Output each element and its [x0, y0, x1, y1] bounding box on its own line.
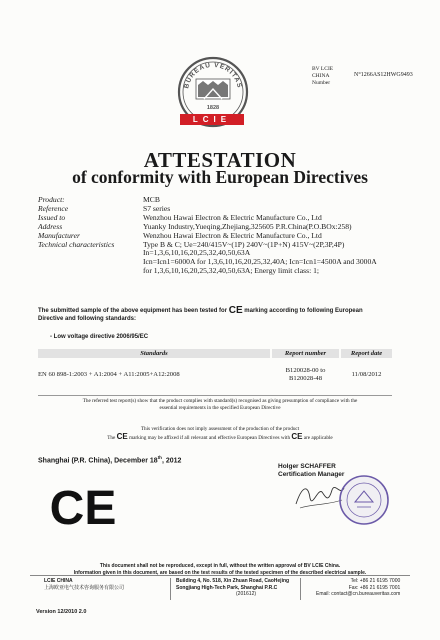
info-label: Address — [38, 221, 63, 231]
report-meta-labels — [312, 66, 333, 87]
footer-separator — [170, 578, 171, 600]
verification-note — [40, 426, 400, 442]
document-title: ATTESTATION — [143, 148, 297, 172]
compliance-statement — [40, 398, 400, 411]
footer-address — [176, 578, 289, 598]
technical-line: In=1,3,6,10,16,20,25,32,40,50,63A — [143, 248, 251, 258]
table-header — [38, 349, 392, 358]
svg-text:CE: CE — [49, 482, 117, 530]
header-standards: Standards — [38, 349, 270, 358]
place-date-text: Shanghai (P.R. China), December 18 — [38, 457, 158, 465]
test-statement — [38, 307, 428, 323]
meta-label-china: CHINA — [312, 73, 330, 79]
official-stamp-icon — [338, 474, 390, 526]
footer-org — [44, 578, 124, 591]
verification-text: are applicable — [303, 435, 333, 441]
standards-table — [38, 349, 392, 390]
footer-email: Email: contact@cn.bureauveritas.com — [316, 591, 401, 597]
meta-label-number: Number — [312, 80, 331, 86]
technical-values — [143, 241, 433, 277]
cell-report-number — [272, 360, 339, 390]
report-number-to: B120028-48 — [289, 375, 322, 382]
technical-line: Icn=Icn1=6000A for 1,3,6,10,16,20,25,32,40A; Icn=Icn1=4500A and 3000A — [143, 257, 377, 267]
info-label: Issued to — [38, 212, 66, 222]
svg-text:1828: 1828 — [206, 105, 220, 111]
table-row — [38, 360, 392, 390]
ce-mark-inline: CE — [228, 305, 243, 316]
ce-mark-inline: CE — [291, 432, 303, 441]
footer-tel: Tel: +86 21 6195 7000 — [350, 578, 401, 584]
technical-line: for 1,3,6,10,16,20,25,32,40,50,63A; Energy limit class: 1; — [143, 266, 319, 276]
document-subtitle: of conformity with European Directives — [72, 167, 368, 187]
disclaimer-line: This document shall not be reproduced, except in full, without the written approval of BV LCIE China. — [99, 563, 341, 569]
ce-mark-inline: CE — [116, 432, 128, 441]
table-divider — [38, 395, 392, 396]
statement-text: The submitted sample of the above equipment has been tested for — [38, 308, 228, 314]
compliance-line: essential requirements in the specified European Directive — [159, 404, 281, 411]
technical-line: Type B & C; Ue=240/415V~(1P) 240V~(1P+N) 415V~(2P,3P,4P) — [143, 239, 345, 249]
product-info-block — [38, 196, 433, 276]
place-date-year: , 2012 — [161, 457, 182, 465]
info-label: Reference — [38, 203, 69, 213]
statement-text: Directive and following standards: — [38, 316, 137, 322]
footer-org-chinese: 上海欧亚电气技术咨询服务有限公司 — [44, 584, 125, 591]
signer-block — [278, 463, 344, 479]
report-number-from: B120028-00 to — [285, 367, 326, 374]
verification-line: This verification does not imply assessment of the production of the product — [140, 426, 300, 432]
info-label: Manufacturer — [38, 230, 80, 240]
address-line: (201612) — [236, 591, 257, 597]
info-label: Technical characteristics — [38, 239, 115, 249]
compliance-line: The referred test report(s) show that the product complies with standard(s) recognised as giving presumption of compliance with the — [82, 398, 358, 404]
meta-label-bv: BV LCIE — [312, 66, 334, 72]
lcie-logo-bar: LCIE — [180, 114, 244, 125]
footer-fax: Fax: +86 21 6195 7001 — [348, 584, 401, 591]
footer-contact — [316, 578, 400, 598]
attestation-number: N°1266AS12HWG9493 — [354, 72, 413, 78]
version-label: Version 12/2010 2.0 — [36, 609, 87, 615]
info-value: Yuanky Industry,Yueqing,Zhejiang,325605 P.R.China(P.O.BOx:258) — [143, 221, 352, 231]
signer-name: Holger SCHAFFER — [278, 463, 336, 470]
info-value: MCB — [143, 195, 160, 204]
info-value: Wenzhou Hawai Electron & Electric Manufacture Co., Ltd — [143, 230, 322, 240]
footer-divider — [30, 575, 410, 576]
footer-separator — [300, 578, 301, 600]
ce-mark-icon — [44, 482, 122, 530]
svg-text:BUREAU VERITAS: BUREAU VERITAS — [183, 61, 243, 90]
header-report-number: Report number — [272, 349, 339, 358]
address-line: Songjiang High-Tech Park, Shanghai P.R.C — [176, 584, 278, 591]
signer-role: Certification Manager — [278, 471, 345, 478]
cell-report-date: 11/08/2012 — [351, 371, 382, 378]
cell-standard: EN 60 898-1:2003 + A1:2004 + A11:2005+A12:2008 — [38, 371, 180, 378]
info-label: Product: — [38, 195, 65, 204]
ordinal-suffix: th — [157, 455, 162, 460]
info-row-technical — [38, 241, 433, 277]
info-value: Wenzhou Hawai Electron & Electric Manufacture Co., Ltd — [143, 212, 322, 222]
directive-item: - Low voltage directive 2006/95/EC — [50, 334, 149, 340]
place-and-date — [38, 455, 181, 464]
header-report-date: Report date — [341, 349, 392, 358]
disclaimer-line: Information given in this document, are based on the test results of the tested specimen of the described electrical sample. — [73, 569, 367, 576]
verification-line — [40, 433, 400, 442]
verification-text: The — [107, 435, 116, 441]
info-row-product — [38, 196, 433, 205]
address-line: Building 4, No. 518, Xin Zhuan Road, CaoHejing — [176, 578, 290, 584]
verification-text: marking may be affixed if all relevant and effective European Directives with — [129, 435, 291, 441]
statement-text: marking according to following European — [244, 308, 363, 314]
info-value: S7 series — [143, 203, 171, 213]
footer-org-name: LCIE CHINA — [44, 578, 73, 584]
